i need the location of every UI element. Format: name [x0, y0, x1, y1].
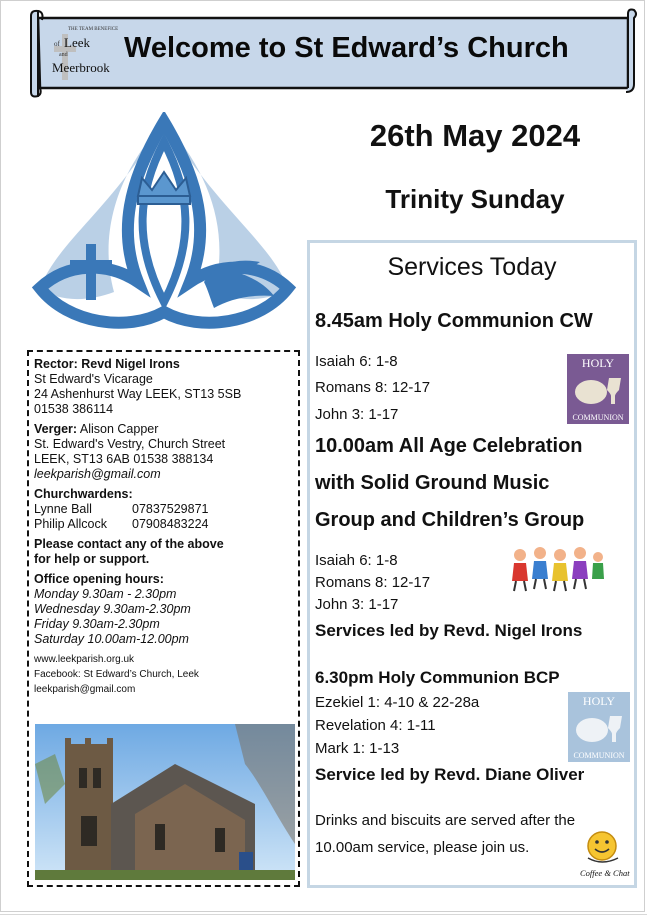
warden-row [34, 517, 293, 532]
please-contact: Please contact any of the above [34, 537, 224, 551]
trinity-knot-icon [28, 112, 300, 348]
holy-communion-image [567, 354, 629, 424]
benefice-logo [48, 26, 132, 88]
bread-chalice-icon [568, 708, 630, 748]
warden-name: Philip Allcock [34, 517, 107, 531]
service-1-reading: Isaiah 6: 1-8 [315, 353, 398, 370]
bottom-rule [0, 914, 647, 915]
service-2-led-by: Services led by Revd. Nigel Irons [315, 621, 583, 640]
rector-heading: Rector: Revd Nigel Irons [34, 357, 180, 371]
office-hours-monday: Monday 9.30am - 2.30pm [34, 587, 177, 601]
warden-row [34, 502, 293, 517]
service-3-heading: 6.30pm Holy Communion BCP [315, 668, 560, 687]
holy-communion-image-top: HOLY [582, 694, 616, 708]
coffee-cup-icon [580, 828, 634, 868]
service-2-reading: Isaiah 6: 1-8 [315, 552, 398, 569]
logo-small-text: THE TEAM BENEFICE [68, 27, 119, 32]
website-link[interactable]: www.leekparish.org.uk [34, 654, 135, 665]
office-hours-friday: Friday 9.30am-2.30pm [34, 617, 160, 631]
logo-of: of [54, 40, 60, 48]
for-help: for help or support. [34, 552, 150, 566]
verger-email[interactable]: leekparish@gmail.com [34, 467, 161, 481]
service-1-reading: Romans 8: 12-17 [315, 379, 431, 396]
coffee-chat-logo [580, 828, 634, 884]
warden-phone: 07908483224 [132, 517, 209, 531]
office-heading: Office opening hours: [34, 572, 164, 586]
service-1-heading: 8.45am Holy Communion CW [315, 310, 593, 332]
warden-name: Lynne Ball [34, 502, 92, 516]
service-3-reading: Revelation 4: 1-11 [315, 717, 436, 734]
verger-line [34, 422, 293, 437]
children-dancing-icon [510, 545, 605, 593]
service-2-heading: 10.00am All Age Celebration [315, 435, 583, 457]
warden-phone: 07837529871 [132, 502, 209, 516]
church-photo [35, 724, 295, 880]
coffee-chat-label: Coffee & Chat [580, 868, 630, 878]
vicarage-address: 24 Ashenhurst Way LEEK, ST13 5SB [34, 387, 242, 401]
office-hours-saturday: Saturday 10.00am-12.00pm [34, 632, 189, 646]
logo-and: and [59, 52, 68, 58]
services-box [307, 240, 637, 888]
holy-communion-image-bottom: COMMUNION [572, 413, 624, 422]
vicarage-phone: 01538 386114 [34, 402, 114, 416]
office-hours-wednesday: Wednesday 9.30am-2.30pm [34, 602, 191, 616]
services-title: Services Today [387, 253, 557, 281]
logo-meerbrook: Meerbrook [52, 60, 110, 75]
bread-chalice-icon [567, 370, 629, 410]
verger-label: Verger: [34, 422, 78, 436]
holy-communion-image-bottom: COMMUNION [573, 751, 625, 760]
service-2-reading: Romans 8: 12-17 [315, 574, 431, 591]
email-link[interactable]: leekparish@gmail.com [34, 684, 136, 695]
sunday-name: Trinity Sunday [385, 184, 565, 214]
logo-leek: Leek [64, 35, 90, 50]
service-date: 26th May 2024 [369, 118, 581, 153]
service-1-reading: John 3: 1-17 [315, 406, 399, 423]
service-2-heading: with Solid Ground Music [315, 472, 550, 494]
service-3-led-by: Service led by Revd. Diane Oliver [315, 765, 585, 784]
vicarage: St Edward's Vicarage [34, 372, 153, 386]
contact-box [27, 350, 300, 887]
facebook-link[interactable]: Facebook: St Edward’s Church, Leek [34, 669, 199, 680]
holy-communion-image [568, 692, 630, 762]
service-3-reading: Ezekiel 1: 4-10 & 22-28a [315, 694, 480, 711]
refreshments-note: 10.00am service, please join us. [315, 839, 530, 856]
churchwardens-heading: Churchwardens: [34, 487, 133, 501]
vestry-address: LEEK, ST13 6AB 01538 388134 [34, 452, 214, 466]
holy-communion-image-top: HOLY [581, 356, 615, 370]
vestry: St. Edward's Vestry, Church Street [34, 437, 226, 451]
title-banner [28, 8, 638, 100]
service-2-reading: John 3: 1-17 [315, 596, 399, 613]
service-2-heading: Group and Children’s Group [315, 509, 585, 531]
verger-name: Alison Capper [77, 422, 159, 436]
refreshments-note: Drinks and biscuits are served after the [315, 812, 576, 829]
page-title: Welcome to St Edward’s Church [124, 32, 569, 64]
service-3-reading: Mark 1: 1-13 [315, 740, 400, 757]
